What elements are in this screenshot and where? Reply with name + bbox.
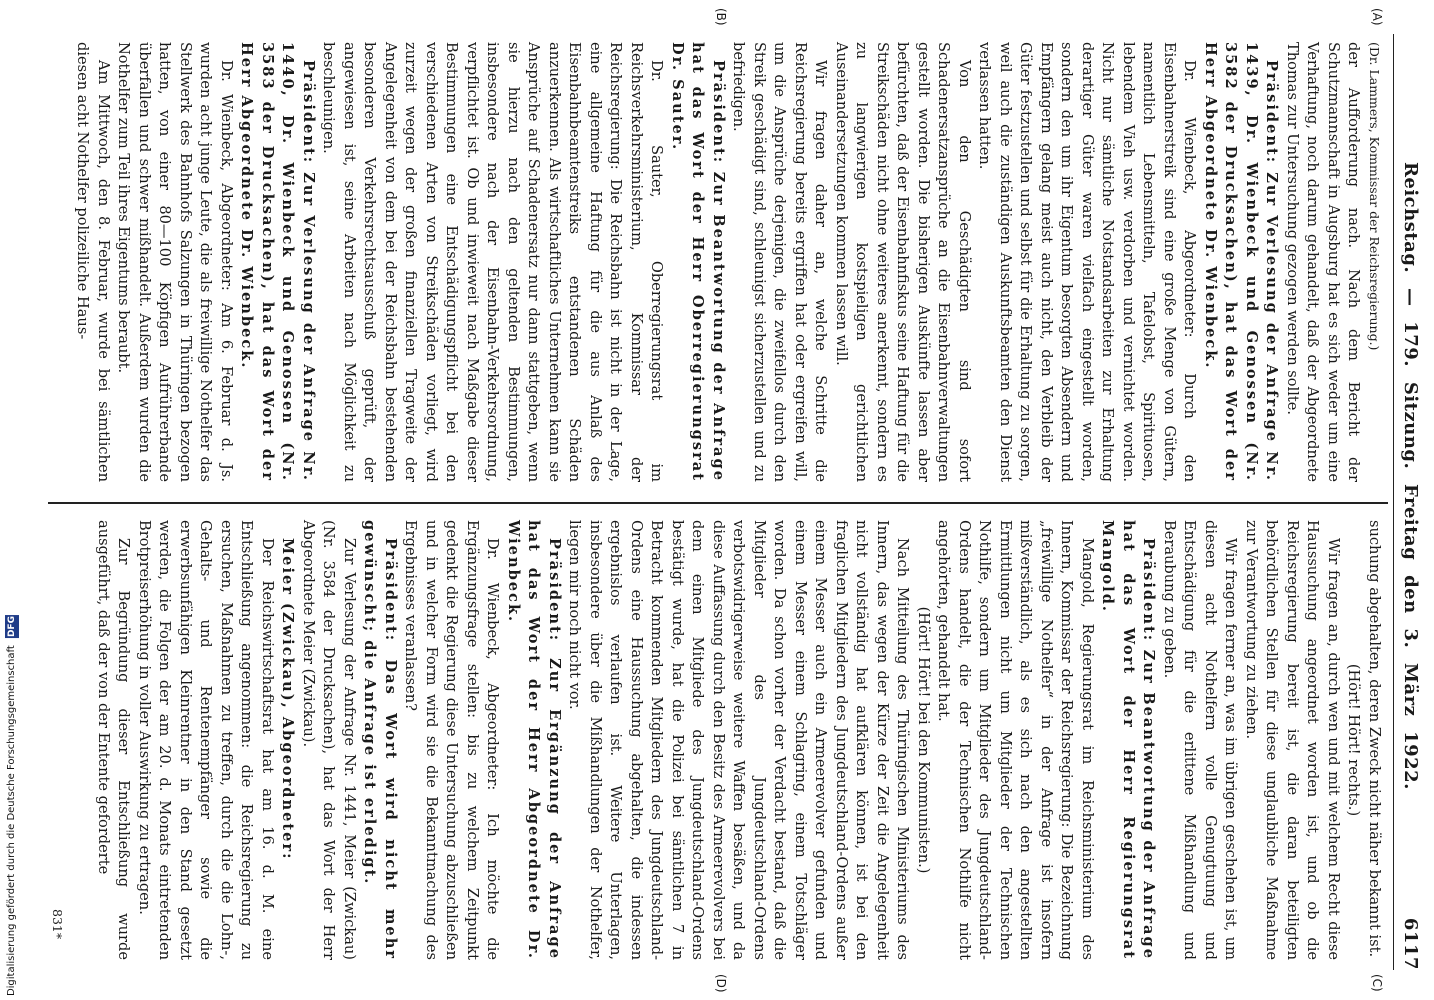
signature-number: 831*	[50, 909, 65, 940]
digitization-credit	[1, 400, 23, 996]
left-column-paragraph: der Aufforderung nach. Nach dem Bericht der Schutzmannschaft in Augsburg hat es sich weder um eine Verhaftung, noch darum gehandelt, daß der Abgeordnete Thomas zur Untersuchung gezogen werden sollte.	[1284, 42, 1363, 482]
right-column-paragraph: (Hört! Hört! bei den Kommunisten.)	[915, 606, 932, 874]
right-column-paragraph: Präsident: Das Wort wird nicht mehr gewünscht; die Anfrage ist erledigt.	[361, 520, 399, 960]
right-column-paragraph: Der Reichswirtschaftsrat hat am 16. d. M. eine Entschließung angenommen: die Reichsregierung zu ersuchen, Maßnahmen zu treffen, durch die die Lohn-, Gehalts- und Rentenempfänger sowie die erwerbsunfähigen Kleinrentner in den Stand gesetzt werden, die Folgen der am 20. d. Monats eintretenden Brotpreiserhöhung in voller Auswirkung zu ertragen.	[136, 520, 276, 960]
right-column-paragraph: suchung abgehalten, deren Zweck nicht näher bekannt ist.	[1366, 520, 1383, 958]
page-header	[1393, 34, 1428, 970]
right-column-paragraph: Meier (Zwickau), Abgeordneter:	[279, 538, 297, 861]
right-column-paragraph: Wir fragen ferner an, was im übrigen geschehen ist, um diesen acht Nothelfern volle Genugtuung und Entschädigung für die erlittene Mißhandlung und Beraubung zu geben.	[1161, 520, 1240, 960]
right-column-paragraph: Wir fragen an, durch wen und mit welchem Recht diese Haussuchung angeordnet worden ist, und ob die Reichsregierung bereit ist, die daran beteiligten behördlichen Stellen für diese unglaubliche Maßnahme zur Verantwortung zu ziehen.	[1243, 520, 1342, 960]
right-column-paragraph: Nach Mitteilung des Thüringischen Ministeriums des Innern, das wegen der Kürze der Zeit die Angelegenheit nicht vollständig hat aufklären können, ist bei den fraglichen Mitgliedern des Jungdeutschland-Ordens außer einem Messer auch ein Armeerevolver gefunden und einem Messer einem Schlagring, einem Totschläger worden. Da schon vorher der Verdacht bestand, daß die Mitglieder des Jungdeutschland-Ordens verbotswidrigerweise weitere Waffen besäßen, und da diese Auffassung durch den Besitz des Armeerevolvers bei dem einen Mitgliede des Jungdeutschland-Ordens bestätigt wurde, hat die Polizei bei sämtlichen 7 in Betracht kommenden Mitgliedern des Jungdeutschland-Ordens eine Haussuchung abgehalten, die indessen ergebnislos verlaufen ist. Weitere Unterlagen, insbesondere über die Mißhandlungen der Nothelfer, liegen mir noch nicht vor.	[566, 520, 912, 960]
left-column-paragraph: Wir fragen daher an, welche Schritte die Reichsregierung bereits ergriffen hat oder ergreifen will, um die Ansprüche derjenigen, die zweifellos durch den Streik geschädigt sind, schleunigst sicherzustellen und zu befriedigen.	[730, 42, 830, 482]
left-column-paragraph: Von den Geschädigten sind sofort Schadenersatzansprüche an die Eisenbahnverwaltungen gestellt worden. Die bisherigen Auskünfte lassen aber befürchten, daß der Eisenbahnfiskus seine Haftung für die Streikschäden nicht ohne weiteres anerkennt, sondern es zu langwierigen kostspieligen gerichtlichen Auseinandersetzungen kommen lassen will.	[833, 42, 973, 482]
margin-marker-b: (B)	[714, 8, 728, 26]
right-column-paragraph: (Hört! Hört! rechts.)	[1345, 663, 1363, 817]
header-title: Reichstag. — 179. Sitzung. Freitag den 3. März 1922.	[1400, 161, 1422, 790]
page-inner	[38, 8, 1428, 993]
credit-text: Digitalisierung gefördert durch die Deutsche Forschungsgemeinschaft	[6, 645, 17, 996]
column-divider	[48, 502, 1388, 504]
margin-marker-c: (C)	[1370, 974, 1384, 992]
right-column-paragraph: Präsident: Zur Ergänzung der Anfrage hat das Wort der Herr Abgeordnete Dr. Wienbeck.	[505, 520, 563, 960]
dfg-logo: DFG	[7, 615, 17, 637]
right-text-column	[93, 520, 1385, 960]
margin-marker-d: (D)	[714, 974, 728, 993]
right-column-paragraph: Zur Begründung dieser Entschließung wurde ausgeführt, daß der von der Entente geforderte	[95, 520, 133, 960]
margin-marker-a: (A)	[1370, 8, 1384, 26]
right-column-paragraph: Präsident: Zur Beantwortung der Anfrage hat das Wort der Herr Regierungsrat Mangold.	[1099, 520, 1158, 960]
page-number: 6117	[1400, 917, 1422, 970]
left-text-column	[72, 42, 1384, 482]
left-column-paragraph: Präsident: Zur Verlesung der Anfrage Nr. 1439, Dr. Wienbeck und Genossen (Nr. 3582 der Drucksachen), hat das Wort der Herr Abgeordnete Dr. Wienbeck.	[1202, 42, 1281, 482]
right-column-paragraph: Mangold, Regierungsrat im Reichsministerium des Innern, Kommissar der Reichsregierung: Die Bezeichnung „freiwillige Nothelfer“ in der Anfrage ist insofern mißverständlich, als es sich nach den angestellten Ermittlungen nicht um Mitglieder der Technischen Nothilfe, sondern um Mitglieder des Jungdeutschland-Ordens handelt, die der Technischen Nothilfe nicht angehörten, gehandelt hat.	[935, 520, 1096, 960]
left-column-paragraph: (Dr. Lammers, Kommissar der Reichsregierung.)	[1367, 42, 1382, 351]
left-column-paragraph: Präsident: Zur Beantwortung der Anfrage hat das Wort der Herr Oberregierungsrat Dr. Sauter.	[669, 42, 727, 482]
left-column-paragraph: Dr. Wienbeck, Abgeordneter: Durch den Eisenbahnerstreik sind eine große Menge von Gütern, namentlich Lebensmitteln, Tafelobst, Spirituosen, lebendem Vieh usw. verdorben und vernichtet worden. Nicht nur sämtliche Notstandsarbeiten zur Erhaltung derartiger Güter waren vielfach eingestellt worden, sondern den um ihr Eigentum besorgten Absendern und Empfängern gelang meist auch nicht, den Verbleib der Güter festzustellen und selbst für die Erhaltung zu sorgen, weil auch die zuständigen Auskunftsbeamten den Dienst verlassen hatten.	[976, 42, 1199, 482]
right-column-paragraph: Dr. Wienbeck, Abgeordneter: Ich möchte die Ergänzungsfrage stellen: bis zu welchem Zeitpunkt gedenkt die Regierung diese Untersuchung abzuschließen und in welcher Form wird sie die Bekanntmachung des Ergebnisses veranlassen?	[402, 520, 502, 960]
left-column-paragraph: Dr. Sauter, Oberregierungsrat im Reichsverkehrsministerium, Kommissar der Reichsregierung: Die Reichsbahn ist nicht in der Lage, eine allgemeine Haftung für die aus Anlaß des Eisenbahnbeamtenstreiks entstandenen Schäden anzuerkennen. Als wirtschaftliches Unternehmen kann sie Ansprüche auf Schadenersatz nur dann stattgeben, wenn sie hierzu nach den geltenden Bestimmungen, insbesondere nach der Eisenbahn-Verkehrsordnung, verpflichtet ist. Ob und inwieweit nach Maßgabe dieser Bestimmungen eine Entschädigungspflicht bei den verschiedenen Arten von Streikschäden vorliegt, wird zurzeit wegen der großen finanziellen Tragweite der Angelegenheit von dem bei der Reichsbahn bestehenden besonderen Verkehrsrechtsausschuß geprüft, der angewiesen ist, seine Arbeiten nach Möglichkeit zu beschleunigen.	[320, 42, 666, 482]
right-column-paragraph: Zur Verlesung der Anfrage Nr. 1441, Meier (Zwickau) (Nr. 3584 der Drucksachen), hat das Wort der Herr Abgeordnete Meier (Zwickau).	[300, 520, 358, 960]
left-column-paragraph: Präsident: Zur Verlesung der Anfrage Nr. 1440, Dr. Wienbeck und Genossen (Nr. 3583 der Drucksachen), hat das Wort der Herr Abgeordnete Dr. Wienbeck.	[238, 42, 317, 482]
left-column-paragraph: Dr. Wienbeck, Abgeordneter: Am 6. Februar d. Js. wurden acht junge Leute, die als freiwillige Nothelfer das Stellwerk des Bahnhofs Salzungen in Thüringen bezogen hatten, von einer 80—100 Köpfigen Aufrührerbande überfallen und schwer mißhandelt. Außerdem wurden die Nothelfer zum Teil ihres Eigentums beraubt.	[115, 42, 235, 482]
left-column-paragraph: Am Mittwoch, den 8. Februar, wurde bei sämtlichen diesen acht Nothelfer polizeiliche Haus-	[74, 42, 112, 482]
